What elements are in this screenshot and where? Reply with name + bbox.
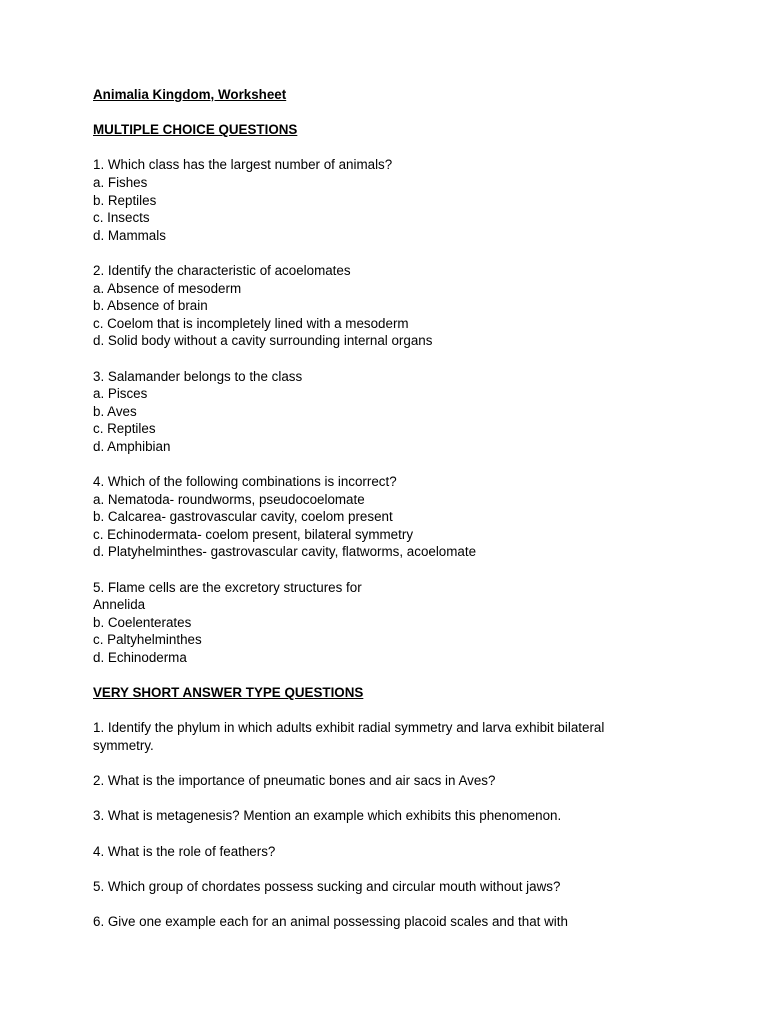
spacer [93, 561, 653, 579]
option-d: d. Platyhelminthes- gastrovascular cavity, flatworms, acoelomate [93, 544, 477, 560]
question-text: 2. Identify the characteristic of acoelomates [93, 262, 351, 278]
option-c: c. Insects [93, 210, 150, 226]
option-d: d. Echinoderma [93, 650, 187, 665]
mcq-question-5 [93, 579, 653, 667]
option-b: b. Reptiles [93, 192, 157, 208]
vsa-question-3: 3. What is metagenesis? Mention an example which exhibits this phenomenon. [93, 808, 562, 824]
question-text: 1. Which class has the largest number of animals? [93, 157, 393, 173]
worksheet-page [93, 86, 653, 931]
option-d: d. Amphibian [93, 438, 171, 454]
mcq-question-2 [93, 262, 653, 350]
spacer [93, 702, 653, 720]
option-d: d. Mammals [93, 227, 166, 243]
spacer [93, 244, 653, 262]
mcq-question-4 [93, 473, 653, 561]
spacer [93, 139, 653, 157]
vsa-question-2: 2. What is the importance of pneumatic bones and air sacs in Aves? [93, 773, 496, 789]
option-b: b. Coelenterates [93, 614, 192, 630]
option-a: a. Fishes [93, 174, 148, 190]
option-b: b. Aves [93, 403, 137, 419]
spacer [93, 755, 653, 773]
option-a: a. Absence of mesoderm [93, 280, 242, 296]
vsa-heading: VERY SHORT ANSWER TYPE QUESTIONS [93, 685, 364, 701]
mcq-heading: MULTIPLE CHOICE QUESTIONS [93, 122, 298, 138]
option-a: Annelida [93, 597, 146, 613]
question-text: 4. Which of the following combinations is incorrect? [93, 474, 397, 490]
option-d: d. Solid body without a cavity surrounding internal organs [93, 333, 433, 349]
vsa-question-6: 6. Give one example each for an animal possessing placoid scales and that with [93, 913, 568, 929]
option-a: a. Nematoda- roundworms, pseudocoelomate [93, 491, 365, 507]
vsa-question-1: 1. Identify the phylum in which adults exhibit radial symmetry and larva exhibit bilateral symmetry. [93, 720, 605, 753]
option-c: c. Coelom that is incompletely lined with a mesoderm [93, 315, 409, 331]
question-text: 3. Salamander belongs to the class [93, 368, 303, 384]
option-b: b. Absence of brain [93, 298, 208, 314]
spacer [93, 455, 653, 473]
mcq-question-1 [93, 156, 653, 244]
vsa-question-4: 4. What is the role of feathers? [93, 843, 276, 859]
spacer [93, 860, 653, 878]
question-text: 5. Flame cells are the excretory structures for [93, 579, 362, 595]
option-c: c. Reptiles [93, 421, 156, 437]
mcq-question-3 [93, 368, 653, 456]
spacer [93, 825, 653, 843]
spacer [93, 790, 653, 808]
option-a: a. Pisces [93, 386, 148, 402]
spacer [93, 350, 653, 368]
vsa-question-5: 5. Which group of chordates possess sucking and circular mouth without jaws? [93, 878, 561, 894]
spacer [93, 667, 653, 685]
option-c: c. Paltyhelminthes [93, 632, 202, 648]
spacer [93, 104, 653, 122]
option-c: c. Echinodermata- coelom present, bilateral symmetry [93, 526, 414, 542]
spacer [93, 895, 653, 913]
option-b: b. Calcarea- gastrovascular cavity, coelom present [93, 509, 393, 525]
worksheet-title: Animalia Kingdom, Worksheet [93, 87, 287, 102]
